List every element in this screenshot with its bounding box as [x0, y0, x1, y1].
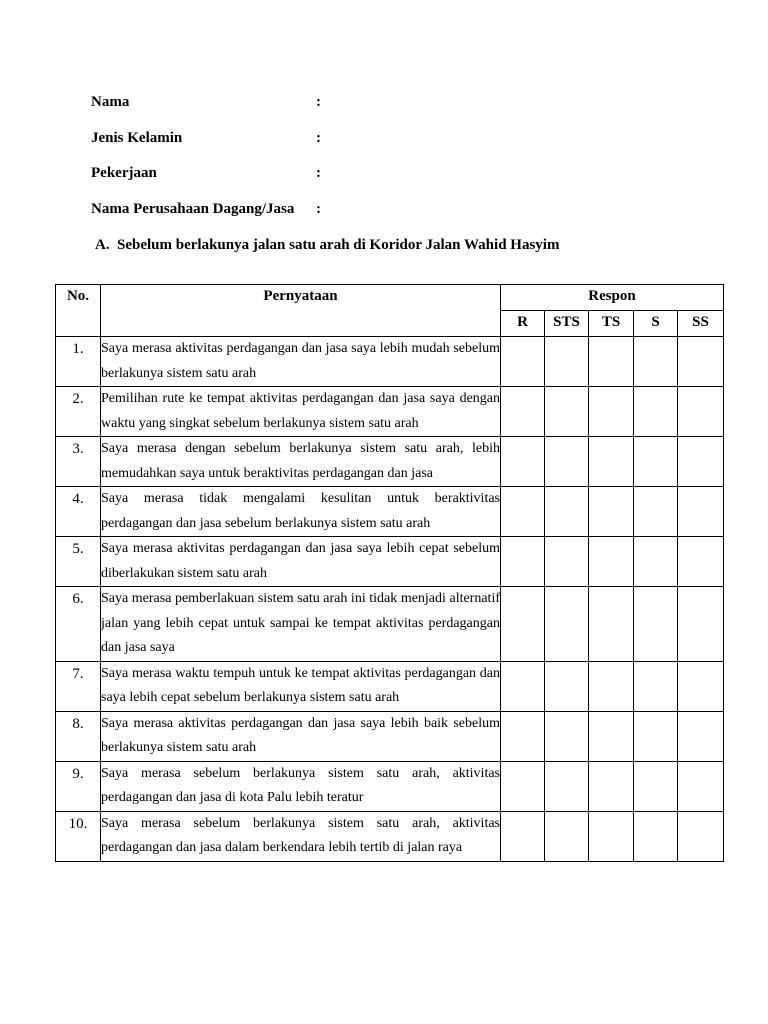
response-cell-r[interactable]	[501, 387, 545, 437]
table-row	[56, 437, 724, 487]
header-option-s: S	[634, 311, 678, 337]
row-number: 6.	[56, 587, 101, 662]
response-cell-ss[interactable]	[678, 387, 724, 437]
identity-colon: :	[316, 165, 321, 181]
response-cell-ss[interactable]	[678, 661, 724, 711]
response-cell-s[interactable]	[634, 661, 678, 711]
response-cell-ts[interactable]	[589, 711, 634, 761]
response-cell-ts[interactable]	[589, 761, 634, 811]
section-letter: A.	[95, 237, 110, 253]
identity-colon: :	[316, 200, 321, 217]
identity-row-jenis-kelamin	[91, 128, 491, 164]
response-cell-sts[interactable]	[545, 811, 589, 861]
response-cell-r[interactable]	[501, 437, 545, 487]
row-statement: Saya merasa sebelum berlakunya sistem satu arah, aktivitas perdagangan dan jasa di kota Palu lebih teratur	[101, 761, 501, 811]
response-cell-ss[interactable]	[678, 437, 724, 487]
response-cell-sts[interactable]	[545, 761, 589, 811]
row-number: 8.	[56, 711, 101, 761]
row-statement: Saya merasa sebelum berlakunya sistem satu arah, aktivitas perdagangan dan jasa dalam berkendara lebih tertib di jalan raya	[101, 811, 501, 861]
table-row	[56, 711, 724, 761]
row-number: 5.	[56, 537, 101, 587]
response-cell-ss[interactable]	[678, 811, 724, 861]
row-number: 3.	[56, 437, 101, 487]
questionnaire-rows	[56, 337, 724, 862]
table-row	[56, 811, 724, 861]
response-cell-sts[interactable]	[545, 587, 589, 662]
response-cell-r[interactable]	[501, 761, 545, 811]
row-number: 9.	[56, 761, 101, 811]
row-number: 7.	[56, 661, 101, 711]
header-option-ts: TS	[589, 311, 634, 337]
identity-label: Jenis Kelamin	[91, 129, 183, 146]
row-statement: Saya merasa waktu tempuh untuk ke tempat aktivitas perdagangan dan saya lebih cepat sebelum berlakunya sistem satu arah	[101, 661, 501, 711]
response-cell-ss[interactable]	[678, 537, 724, 587]
identity-row-nama	[91, 92, 491, 128]
response-cell-ts[interactable]	[589, 661, 634, 711]
response-cell-r[interactable]	[501, 811, 545, 861]
row-number: 4.	[56, 487, 101, 537]
header-statement: Pernyataan	[101, 285, 501, 337]
response-cell-sts[interactable]	[545, 661, 589, 711]
response-cell-s[interactable]	[634, 487, 678, 537]
response-cell-s[interactable]	[634, 811, 678, 861]
table-row	[56, 661, 724, 711]
row-statement: Saya merasa aktivitas perdagangan dan jasa saya lebih cepat sebelum diberlakukan sistem satu arah	[101, 537, 501, 587]
response-cell-ts[interactable]	[589, 537, 634, 587]
row-statement: Saya merasa aktivitas perdagangan dan jasa saya lebih baik sebelum berlakunya sistem satu arah	[101, 711, 501, 761]
identity-label: Nama	[91, 94, 130, 110]
identity-label: Pekerjaan	[91, 165, 157, 181]
response-cell-r[interactable]	[501, 487, 545, 537]
response-cell-sts[interactable]	[545, 337, 589, 387]
response-cell-ts[interactable]	[589, 811, 634, 861]
response-cell-s[interactable]	[634, 587, 678, 662]
response-cell-ss[interactable]	[678, 337, 724, 387]
section-title-text: Sebelum berlakunya jalan satu arah di Koridor Jalan Wahid Hasyim	[117, 237, 560, 253]
response-cell-ts[interactable]	[589, 387, 634, 437]
header-no: No.	[56, 285, 101, 337]
header-option-ss: SS	[678, 311, 724, 337]
response-cell-r[interactable]	[501, 587, 545, 662]
response-cell-ts[interactable]	[589, 437, 634, 487]
response-cell-sts[interactable]	[545, 487, 589, 537]
row-number: 1.	[56, 337, 101, 387]
table-row	[56, 337, 724, 387]
response-cell-ts[interactable]	[589, 337, 634, 387]
section-title	[95, 235, 559, 255]
response-cell-ts[interactable]	[589, 587, 634, 662]
response-cell-sts[interactable]	[545, 711, 589, 761]
table-row	[56, 537, 724, 587]
identity-label: Nama Perusahaan Dagang/Jasa	[91, 200, 295, 217]
response-cell-ss[interactable]	[678, 711, 724, 761]
table-row	[56, 761, 724, 811]
response-cell-sts[interactable]	[545, 437, 589, 487]
identity-row-perusahaan	[91, 199, 491, 235]
row-number: 10.	[56, 811, 101, 861]
identity-row-pekerjaan	[91, 163, 491, 199]
response-cell-ss[interactable]	[678, 487, 724, 537]
response-cell-sts[interactable]	[545, 387, 589, 437]
row-statement: Saya merasa tidak mengalami kesulitan untuk beraktivitas perdagangan dan jasa sebelum berlakunya sistem satu arah	[101, 487, 501, 537]
row-statement: Pemilihan rute ke tempat aktivitas perdagangan dan jasa saya dengan waktu yang singkat sebelum berlakunya sistem satu arah	[101, 387, 501, 437]
response-cell-r[interactable]	[501, 337, 545, 387]
response-cell-ts[interactable]	[589, 487, 634, 537]
row-statement: Saya merasa dengan sebelum berlakunya sistem satu arah, lebih memudahkan saya untuk beraktivitas perdagangan dan jasa	[101, 437, 501, 487]
row-statement: Saya merasa pemberlakuan sistem satu arah ini tidak menjadi alternatif jalan yang lebih cepat untuk sampai ke tempat aktivitas perdagangan dan jasa saya	[101, 587, 501, 662]
table-row	[56, 587, 724, 662]
response-cell-s[interactable]	[634, 537, 678, 587]
response-cell-sts[interactable]	[545, 537, 589, 587]
response-cell-ss[interactable]	[678, 761, 724, 811]
identity-fields	[91, 92, 491, 234]
identity-colon: :	[316, 94, 321, 110]
response-cell-s[interactable]	[634, 437, 678, 487]
header-response: Respon	[501, 285, 724, 311]
response-cell-s[interactable]	[634, 711, 678, 761]
response-cell-r[interactable]	[501, 537, 545, 587]
header-option-sts: STS	[545, 311, 589, 337]
identity-colon: :	[316, 129, 321, 146]
table-row	[56, 387, 724, 437]
response-cell-s[interactable]	[634, 387, 678, 437]
response-cell-s[interactable]	[634, 337, 678, 387]
response-cell-r[interactable]	[501, 711, 545, 761]
response-cell-r[interactable]	[501, 661, 545, 711]
row-statement: Saya merasa aktivitas perdagangan dan jasa saya lebih mudah sebelum berlakunya sistem satu arah	[101, 337, 501, 387]
questionnaire-table	[55, 284, 724, 862]
row-number: 2.	[56, 387, 101, 437]
table-row	[56, 487, 724, 537]
response-cell-ss[interactable]	[678, 587, 724, 662]
response-cell-s[interactable]	[634, 761, 678, 811]
header-option-r: R	[501, 311, 545, 337]
